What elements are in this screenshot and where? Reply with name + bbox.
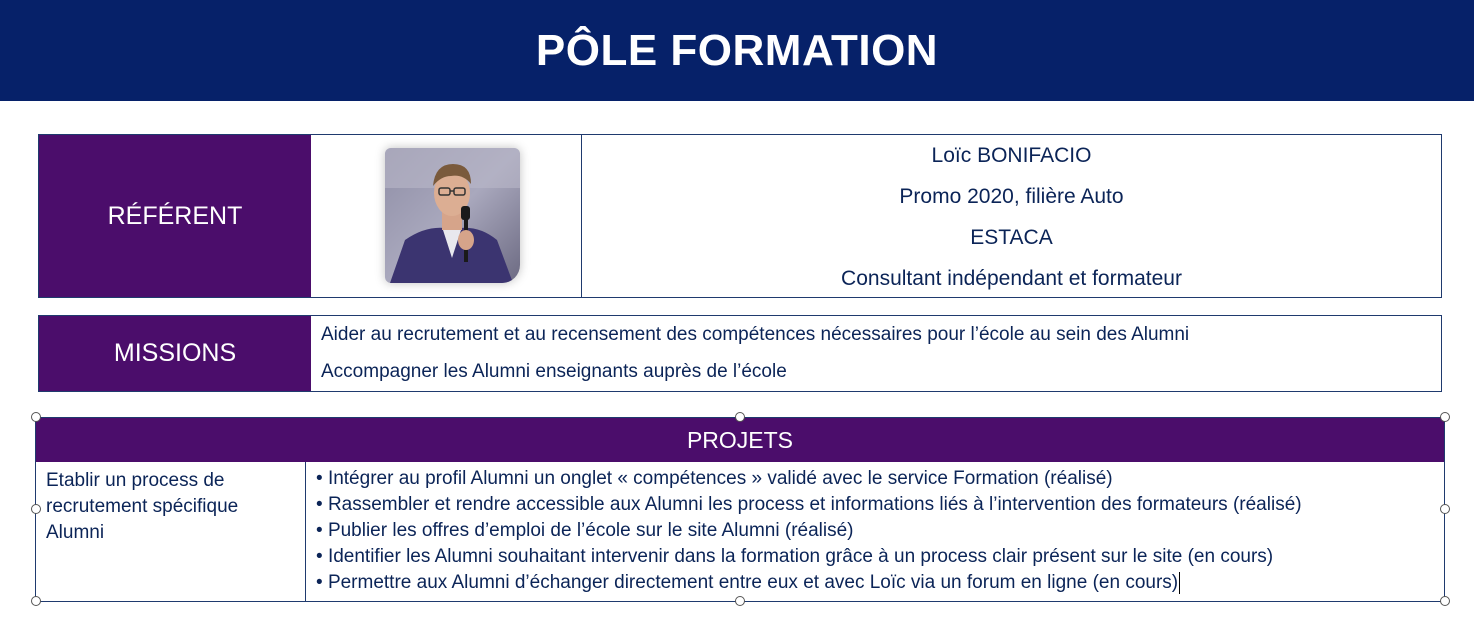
projet-item: • Rassembler et rendre accessible aux Alumni les process et informations liés à l’intervention des formateurs (réalisé)	[316, 492, 1436, 518]
person-photo-icon	[385, 148, 520, 283]
projet-item: • Permettre aux Alumni d’échanger directement entre eux et avec Loïc via un forum en ligne (en cours)	[316, 570, 1436, 596]
resize-handle-top-right[interactable]	[1440, 412, 1450, 422]
referent-info	[582, 135, 1441, 297]
referent-role: Consultant indépendant et formateur	[841, 266, 1182, 290]
projet-item: • Intégrer au profil Alumni un onglet « compétences » validé avec le service Formation (réalisé)	[316, 466, 1436, 492]
resize-handle-top-left[interactable]	[31, 412, 41, 422]
resize-handle-bottom-right[interactable]	[1440, 596, 1450, 606]
page-title[interactable]: PÔLE FORMATION	[535, 25, 939, 75]
referent-photo-cell	[311, 135, 582, 297]
resize-handle-left[interactable]	[31, 504, 41, 514]
projet-item: • Publier les offres d’emploi de l’école sur le site Alumni (réalisé)	[316, 518, 1436, 544]
projet-item: • Identifier les Alumni souhaitant intervenir dans la formation grâce à un process clair présent sur le site (en cours)	[316, 544, 1436, 570]
mission-item: Aider au recrutement et au recensement des compétences nécessaires pour l’école au sein des Alumni	[321, 324, 1190, 345]
resize-handle-bottom[interactable]	[735, 596, 745, 606]
referent-table[interactable]	[38, 134, 1442, 298]
mission-item: Accompagner les Alumni enseignants auprès de l’école	[321, 361, 787, 382]
referent-school: ESTACA	[970, 225, 1053, 249]
resize-handle-bottom-left[interactable]	[31, 596, 41, 606]
missions-label: MISSIONS	[39, 316, 311, 391]
referent-photo[interactable]	[385, 148, 520, 283]
missions-table[interactable]	[38, 315, 1442, 392]
projets-left-cell: Etablir un process de recrutement spécifique Alumni	[36, 462, 306, 601]
projets-list	[316, 466, 1436, 596]
projets-table[interactable]	[35, 417, 1445, 602]
referent-label: RÉFÉRENT	[39, 135, 311, 297]
referent-promo: Promo 2020, filière Auto	[899, 184, 1124, 208]
title-bar	[0, 0, 1474, 101]
projets-header: PROJETS	[36, 418, 1444, 462]
text-cursor	[1179, 572, 1180, 594]
referent-name: Loïc BONIFACIO	[931, 143, 1092, 167]
resize-handle-right[interactable]	[1440, 504, 1450, 514]
resize-handle-top[interactable]	[735, 412, 745, 422]
